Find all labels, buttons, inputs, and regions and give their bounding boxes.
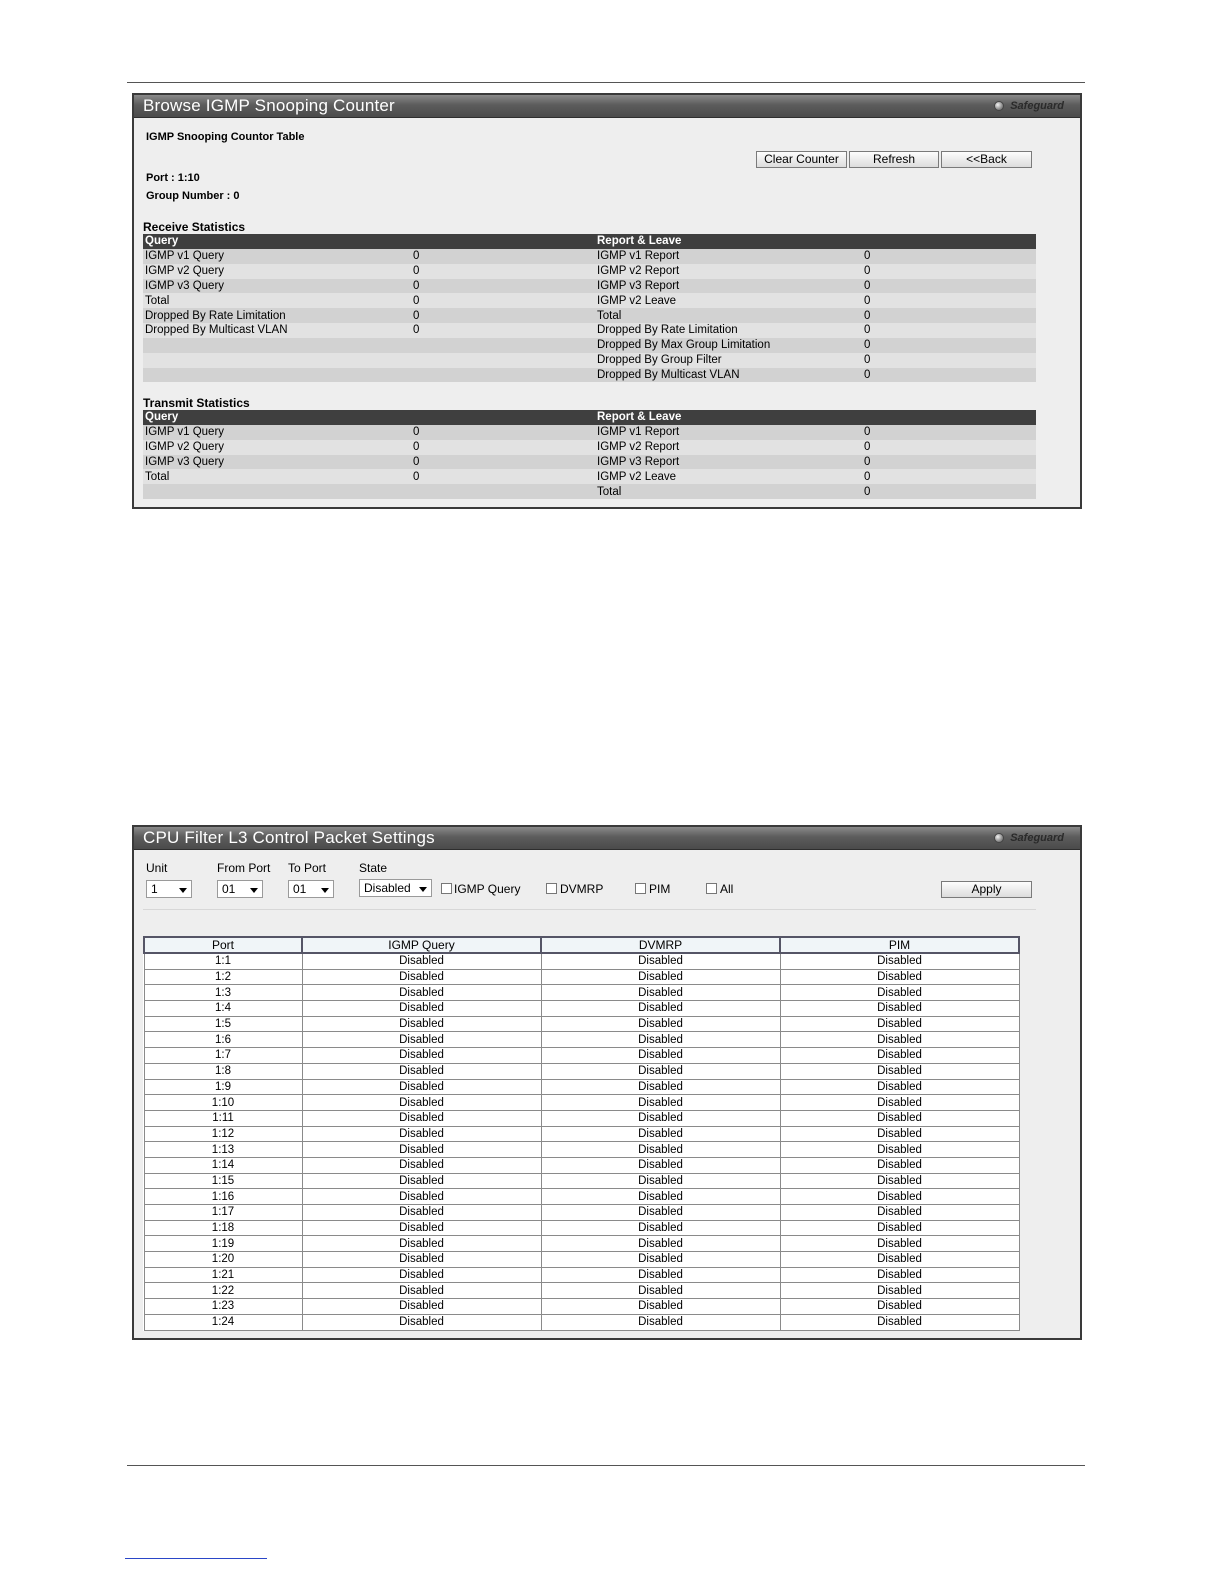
- column-header-pim: PIM: [780, 937, 1019, 953]
- igmp-query-cell: Disabled: [302, 1032, 541, 1048]
- igmp-query-cell: Disabled: [302, 1267, 541, 1283]
- table-row: [144, 1236, 1019, 1252]
- table-row: [144, 985, 1019, 1001]
- report-counter-value: 0: [862, 308, 1036, 323]
- report-counter-value: 0: [862, 455, 1036, 470]
- pim-cell: Disabled: [780, 1048, 1019, 1064]
- all-checkbox[interactable]: [706, 883, 717, 894]
- igmp-query-checkbox[interactable]: [441, 883, 452, 894]
- table-row: [144, 1079, 1019, 1095]
- pim-cell: Disabled: [780, 1032, 1019, 1048]
- igmp-query-cell: Disabled: [302, 1126, 541, 1142]
- table-row: [144, 969, 1019, 985]
- table-row: [143, 264, 1036, 279]
- port-cell: 1:5: [144, 1016, 302, 1032]
- igmp-query-cell: Disabled: [302, 1095, 541, 1111]
- report-counter-value: 0: [862, 249, 1036, 264]
- transmit-statistics-title: Transmit Statistics: [143, 396, 250, 410]
- dvmrp-cell: Disabled: [541, 1048, 780, 1064]
- port-cell: 1:19: [144, 1236, 302, 1252]
- back-button[interactable]: <<Back: [941, 151, 1032, 168]
- report-counter-value: 0: [862, 323, 1036, 338]
- report-counter-name: IGMP v3 Report: [595, 279, 862, 294]
- query-counter-value: 0: [411, 455, 595, 470]
- report-counter-value: 0: [862, 279, 1036, 294]
- report-counter-value: 0: [862, 484, 1036, 499]
- table-row: [144, 1299, 1019, 1315]
- chevron-down-icon: [179, 888, 187, 893]
- dvmrp-cell: Disabled: [541, 1110, 780, 1126]
- dvmrp-cell: Disabled: [541, 1205, 780, 1221]
- query-counter-value: 0: [411, 279, 595, 294]
- table-row: [143, 353, 1036, 368]
- report-counter-name: IGMP v2 Leave: [595, 469, 862, 484]
- dvmrp-cell: Disabled: [541, 1032, 780, 1048]
- state-label: State: [359, 861, 388, 875]
- pim-cell: Disabled: [780, 1189, 1019, 1205]
- igmp-query-cell: Disabled: [302, 1220, 541, 1236]
- igmp-query-cell: Disabled: [302, 1189, 541, 1205]
- safeguard-indicator: [994, 832, 1064, 844]
- report-header: Report & Leave: [595, 410, 862, 425]
- pim-cell: Disabled: [780, 1299, 1019, 1315]
- pim-cell: Disabled: [780, 1142, 1019, 1158]
- from-port-label: From Port: [217, 861, 271, 875]
- igmp-query-cell: Disabled: [302, 1252, 541, 1268]
- query-counter-name: IGMP v2 Query: [143, 440, 411, 455]
- pim-cell: Disabled: [780, 1236, 1019, 1252]
- dvmrp-cell: Disabled: [541, 1016, 780, 1032]
- report-counter-value: 0: [862, 353, 1036, 368]
- query-counter-value: 0: [411, 440, 595, 455]
- report-value-header: [862, 410, 1036, 425]
- pim-cell: Disabled: [780, 1157, 1019, 1173]
- query-value-header: [411, 234, 595, 249]
- report-counter-value: 0: [862, 425, 1036, 440]
- table-row: [144, 1205, 1019, 1221]
- igmp-query-cell: Disabled: [302, 1173, 541, 1189]
- safeguard-label: Safeguard: [1010, 832, 1064, 844]
- port-cell: 1:17: [144, 1205, 302, 1221]
- dvmrp-cell: Disabled: [541, 1095, 780, 1111]
- dvmrp-cell: Disabled: [541, 1126, 780, 1142]
- port-cell: 1:14: [144, 1157, 302, 1173]
- dvmrp-cell: Disabled: [541, 1314, 780, 1330]
- port-cell: 1:24: [144, 1314, 302, 1330]
- query-counter-name: [143, 353, 411, 368]
- port-cell: 1:10: [144, 1095, 302, 1111]
- report-counter-value: 0: [862, 469, 1036, 484]
- query-value-header: [411, 410, 595, 425]
- dvmrp-cell: Disabled: [541, 969, 780, 985]
- unit-label: Unit: [146, 861, 168, 875]
- query-counter-value: 0: [411, 469, 595, 484]
- query-counter-name: Total: [143, 293, 411, 308]
- to-port-select[interactable]: [288, 880, 334, 898]
- chevron-down-icon: [321, 888, 329, 893]
- igmp-query-cell: Disabled: [302, 1283, 541, 1299]
- query-counter-value: [411, 484, 595, 499]
- igmp-query-cell: Disabled: [302, 1110, 541, 1126]
- igmp-query-cell: Disabled: [302, 1079, 541, 1095]
- table-header-row: [144, 937, 1019, 953]
- table-row: [144, 1063, 1019, 1079]
- query-counter-value: [411, 353, 595, 368]
- form-divider: [143, 909, 1036, 910]
- dvmrp-cell: Disabled: [541, 1079, 780, 1095]
- safeguard-label: Safeguard: [1010, 100, 1064, 112]
- report-counter-name: Dropped By Multicast VLAN: [595, 368, 862, 383]
- query-counter-value: 0: [411, 323, 595, 338]
- report-counter-name: Dropped By Rate Limitation: [595, 323, 862, 338]
- footer-link-underline[interactable]: [125, 1558, 267, 1559]
- igmp-query-cell: Disabled: [302, 985, 541, 1001]
- report-counter-value: 0: [862, 368, 1036, 383]
- query-header: Query: [143, 234, 411, 249]
- igmp-counter-panel: [132, 93, 1082, 509]
- table-row: [144, 1189, 1019, 1205]
- unit-value: 1: [151, 882, 158, 896]
- query-counter-value: [411, 368, 595, 383]
- report-header: Report & Leave: [595, 234, 862, 249]
- pim-cell: Disabled: [780, 1095, 1019, 1111]
- report-counter-name: Dropped By Group Filter: [595, 353, 862, 368]
- query-counter-name: Dropped By Rate Limitation: [143, 308, 411, 323]
- page-footer-rule: [127, 1465, 1085, 1466]
- igmp-query-checkbox-label: IGMP Query: [454, 882, 521, 896]
- table-row: [144, 1142, 1019, 1158]
- query-counter-name: IGMP v2 Query: [143, 264, 411, 279]
- state-value: Disabled: [364, 881, 411, 895]
- table-row: [143, 323, 1036, 338]
- pim-checkbox[interactable]: [635, 883, 646, 894]
- report-counter-name: IGMP v2 Leave: [595, 293, 862, 308]
- port-cell: 1:6: [144, 1032, 302, 1048]
- receive-statistics-title: Receive Statistics: [143, 220, 246, 234]
- dvmrp-checkbox-label: DVMRP: [560, 882, 604, 896]
- state-select[interactable]: [359, 879, 432, 897]
- table-row: [143, 293, 1036, 308]
- igmp-query-cell: Disabled: [302, 1063, 541, 1079]
- query-counter-name: IGMP v1 Query: [143, 425, 411, 440]
- igmp-query-cell: Disabled: [302, 1236, 541, 1252]
- from-port-value: 01: [222, 882, 236, 896]
- igmp-query-cell: Disabled: [302, 1157, 541, 1173]
- refresh-button[interactable]: Refresh: [849, 151, 939, 168]
- panel-title-bar: [134, 95, 1080, 118]
- query-counter-name: Total: [143, 469, 411, 484]
- pim-cell: Disabled: [780, 1079, 1019, 1095]
- report-counter-name: Total: [595, 484, 862, 499]
- query-counter-value: 0: [411, 308, 595, 323]
- report-counter-value: 0: [862, 293, 1036, 308]
- dvmrp-cell: Disabled: [541, 1142, 780, 1158]
- port-cell: 1:4: [144, 1001, 302, 1017]
- pim-checkbox-label: PIM: [649, 882, 671, 896]
- port-cell: 1:12: [144, 1126, 302, 1142]
- pim-cell: Disabled: [780, 1252, 1019, 1268]
- dvmrp-cell: Disabled: [541, 1189, 780, 1205]
- port-cell: 1:9: [144, 1079, 302, 1095]
- safeguard-status-icon: [994, 833, 1004, 843]
- port-cell: 1:1: [144, 953, 302, 969]
- table-row: [143, 368, 1036, 383]
- dvmrp-checkbox[interactable]: [546, 883, 557, 894]
- report-counter-name: Total: [595, 308, 862, 323]
- dvmrp-cell: Disabled: [541, 1220, 780, 1236]
- dvmrp-cell: Disabled: [541, 1001, 780, 1017]
- chevron-down-icon: [419, 887, 427, 892]
- table-row: [144, 1126, 1019, 1142]
- port-cell: 1:7: [144, 1048, 302, 1064]
- table-row: [144, 1314, 1019, 1330]
- port-cell: 1:8: [144, 1063, 302, 1079]
- query-counter-value: 0: [411, 249, 595, 264]
- table-row: [144, 1032, 1019, 1048]
- table-row: [144, 1220, 1019, 1236]
- pim-cell: Disabled: [780, 1110, 1019, 1126]
- pim-cell: Disabled: [780, 1063, 1019, 1079]
- table-row: [143, 484, 1036, 499]
- query-counter-value: [411, 338, 595, 353]
- table-row: [144, 1157, 1019, 1173]
- pim-cell: Disabled: [780, 953, 1019, 969]
- from-port-select[interactable]: [217, 880, 263, 898]
- safeguard-indicator: [994, 100, 1064, 112]
- report-counter-name: IGMP v1 Report: [595, 249, 862, 264]
- group-number-label: Group Number : 0: [146, 190, 240, 202]
- port-cell: 1:13: [144, 1142, 302, 1158]
- pim-cell: Disabled: [780, 1016, 1019, 1032]
- port-cell: 1:15: [144, 1173, 302, 1189]
- pim-cell: Disabled: [780, 1314, 1019, 1330]
- dvmrp-cell: Disabled: [541, 1299, 780, 1315]
- port-cell: 1:3: [144, 985, 302, 1001]
- query-header: Query: [143, 410, 411, 425]
- query-counter-name: IGMP v3 Query: [143, 279, 411, 294]
- port-cell: 1:20: [144, 1252, 302, 1268]
- port-cell: 1:23: [144, 1299, 302, 1315]
- igmp-query-cell: Disabled: [302, 1205, 541, 1221]
- pim-cell: Disabled: [780, 1267, 1019, 1283]
- column-header-port: Port: [144, 937, 302, 953]
- query-counter-value: 0: [411, 264, 595, 279]
- report-counter-value: 0: [862, 264, 1036, 279]
- table-row: [144, 1173, 1019, 1189]
- pim-cell: Disabled: [780, 1205, 1019, 1221]
- table-row: [144, 1252, 1019, 1268]
- table-row: [143, 249, 1036, 264]
- column-header-igmp-query: IGMP Query: [302, 937, 541, 953]
- table-row: [143, 469, 1036, 484]
- port-settings-table: [143, 936, 1020, 1331]
- page-header-rule: [127, 82, 1085, 83]
- table-row: [143, 440, 1036, 455]
- dvmrp-cell: Disabled: [541, 1236, 780, 1252]
- report-counter-name: IGMP v3 Report: [595, 455, 862, 470]
- table-row: [143, 308, 1036, 323]
- query-counter-name: IGMP v3 Query: [143, 455, 411, 470]
- clear-counter-button[interactable]: Clear Counter: [756, 151, 847, 168]
- panel-title-bar: [134, 827, 1080, 850]
- igmp-query-cell: Disabled: [302, 953, 541, 969]
- query-counter-value: 0: [411, 293, 595, 308]
- dvmrp-cell: Disabled: [541, 1173, 780, 1189]
- igmp-query-cell: Disabled: [302, 1016, 541, 1032]
- table-row: [143, 455, 1036, 470]
- chevron-down-icon: [250, 888, 258, 893]
- report-counter-name: Dropped By Max Group Limitation: [595, 338, 862, 353]
- report-counter-name: IGMP v2 Report: [595, 440, 862, 455]
- receive-statistics-table: [143, 234, 1036, 382]
- port-cell: 1:21: [144, 1267, 302, 1283]
- column-header-dvmrp: DVMRP: [541, 937, 780, 953]
- safeguard-status-icon: [994, 101, 1004, 111]
- table-header-row: [143, 410, 1036, 425]
- dvmrp-cell: Disabled: [541, 1157, 780, 1173]
- report-counter-value: 0: [862, 440, 1036, 455]
- panel-title: CPU Filter L3 Control Packet Settings: [143, 828, 435, 847]
- cpu-filter-panel: [132, 825, 1082, 1340]
- report-counter-name: IGMP v2 Report: [595, 264, 862, 279]
- table-row: [143, 425, 1036, 440]
- pim-cell: Disabled: [780, 1001, 1019, 1017]
- table-header-row: [143, 234, 1036, 249]
- port-cell: 1:22: [144, 1283, 302, 1299]
- to-port-value: 01: [293, 882, 307, 896]
- table-row: [143, 338, 1036, 353]
- query-counter-name: Dropped By Multicast VLAN: [143, 323, 411, 338]
- report-counter-name: IGMP v1 Report: [595, 425, 862, 440]
- port-cell: 1:11: [144, 1110, 302, 1126]
- report-counter-value: 0: [862, 338, 1036, 353]
- pim-cell: Disabled: [780, 1173, 1019, 1189]
- pim-cell: Disabled: [780, 1220, 1019, 1236]
- apply-button[interactable]: Apply: [941, 881, 1032, 898]
- igmp-query-cell: Disabled: [302, 1142, 541, 1158]
- dvmrp-cell: Disabled: [541, 1063, 780, 1079]
- query-counter-name: [143, 484, 411, 499]
- query-counter-value: 0: [411, 425, 595, 440]
- table-row: [144, 1110, 1019, 1126]
- table-row: [143, 279, 1036, 294]
- transmit-statistics-table: [143, 410, 1036, 499]
- panel-title: Browse IGMP Snooping Counter: [143, 96, 395, 115]
- table-row: [144, 1001, 1019, 1017]
- table-row: [144, 1016, 1019, 1032]
- dvmrp-cell: Disabled: [541, 1283, 780, 1299]
- port-label: Port : 1:10: [146, 172, 200, 184]
- query-counter-name: [143, 368, 411, 383]
- table-row: [144, 1095, 1019, 1111]
- igmp-query-cell: Disabled: [302, 1299, 541, 1315]
- pim-cell: Disabled: [780, 985, 1019, 1001]
- igmp-query-cell: Disabled: [302, 969, 541, 985]
- igmp-query-cell: Disabled: [302, 1314, 541, 1330]
- dvmrp-cell: Disabled: [541, 1252, 780, 1268]
- unit-select[interactable]: [146, 880, 192, 898]
- counter-table-title: IGMP Snooping Countor Table: [146, 131, 305, 143]
- query-counter-name: IGMP v1 Query: [143, 249, 411, 264]
- igmp-query-cell: Disabled: [302, 1001, 541, 1017]
- port-cell: 1:2: [144, 969, 302, 985]
- port-cell: 1:16: [144, 1189, 302, 1205]
- pim-cell: Disabled: [780, 969, 1019, 985]
- to-port-label: To Port: [288, 861, 327, 875]
- pim-cell: Disabled: [780, 1283, 1019, 1299]
- report-value-header: [862, 234, 1036, 249]
- dvmrp-cell: Disabled: [541, 985, 780, 1001]
- dvmrp-cell: Disabled: [541, 953, 780, 969]
- table-row: [144, 1048, 1019, 1064]
- query-counter-name: [143, 338, 411, 353]
- igmp-query-cell: Disabled: [302, 1048, 541, 1064]
- all-checkbox-label: All: [720, 882, 734, 896]
- table-row: [144, 953, 1019, 969]
- table-row: [144, 1267, 1019, 1283]
- table-row: [144, 1283, 1019, 1299]
- pim-cell: Disabled: [780, 1126, 1019, 1142]
- dvmrp-cell: Disabled: [541, 1267, 780, 1283]
- port-cell: 1:18: [144, 1220, 302, 1236]
